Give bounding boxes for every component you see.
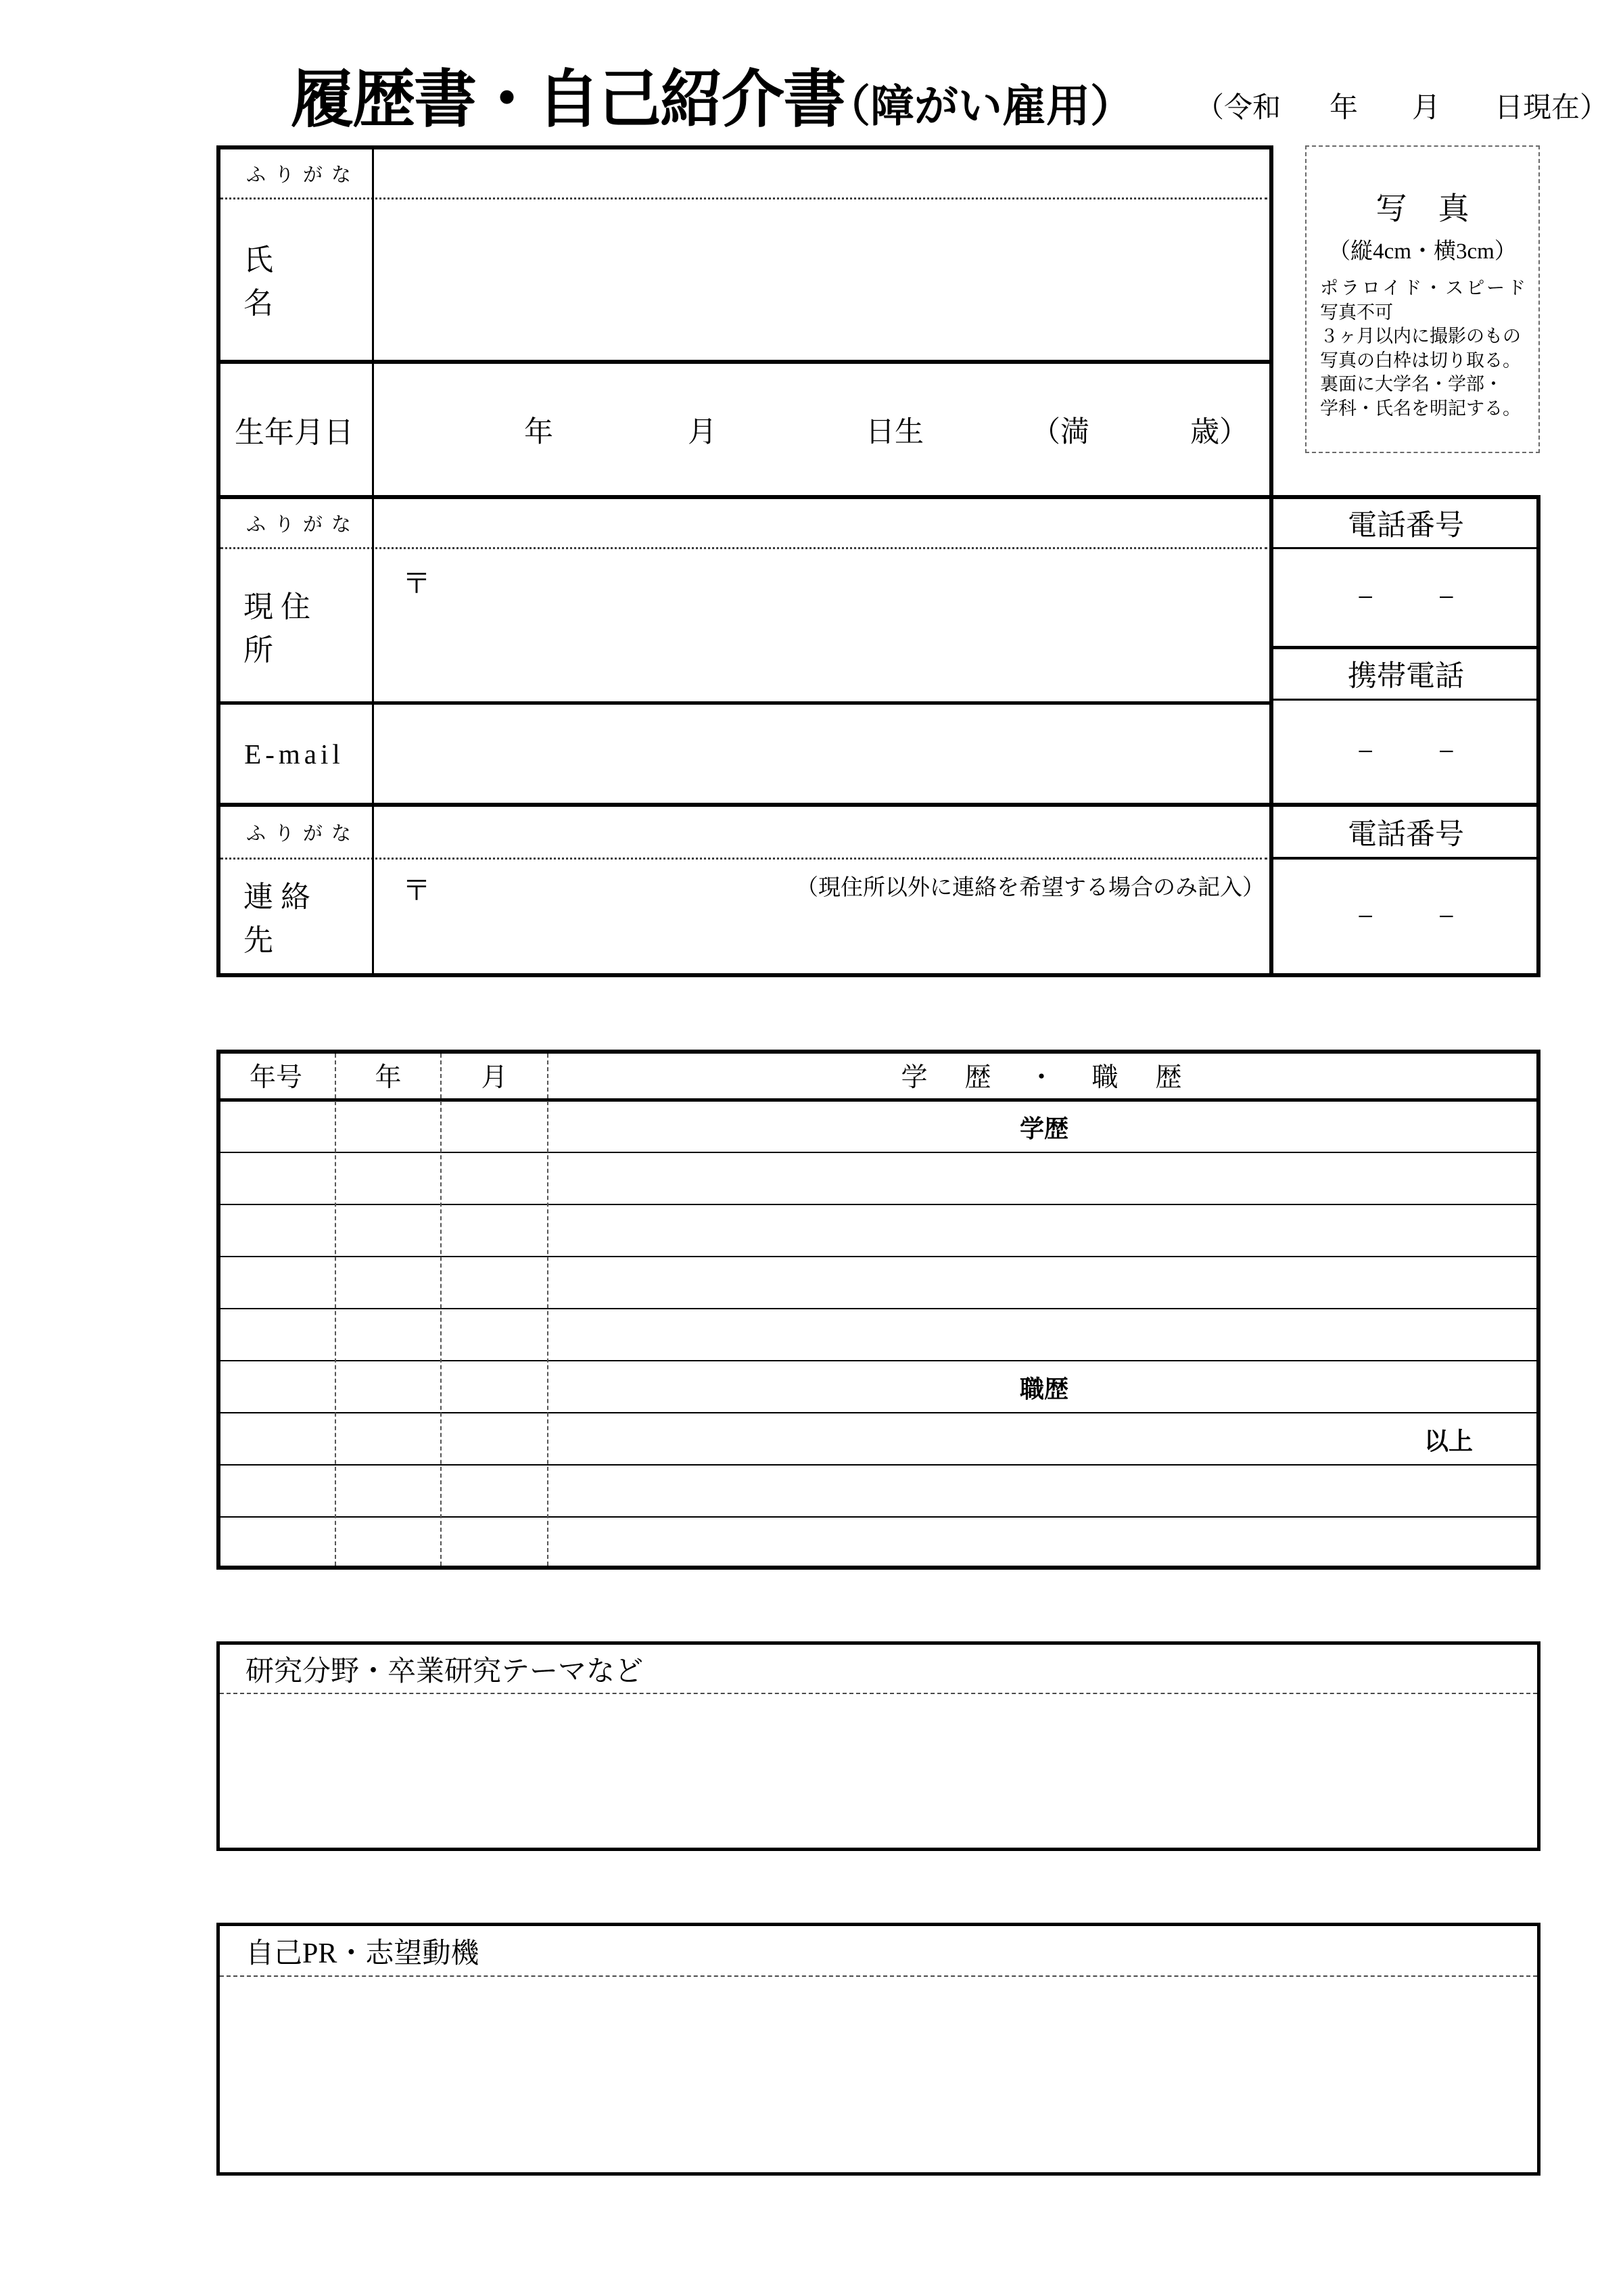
birth-age-open-label: （満	[1031, 416, 1089, 448]
photo-instruction-line: 学科・氏名を明記する。	[1320, 398, 1521, 419]
contact-note: （現住所以外に連絡を希望する場合のみ記入）	[796, 876, 1265, 900]
history-row[interactable]	[216, 1257, 1540, 1309]
birthdate-label: 生年月日	[235, 416, 354, 449]
row-divider	[216, 1204, 1540, 1205]
divider-dotted	[220, 197, 1267, 200]
research-field-input-area[interactable]	[220, 1694, 1537, 1848]
phone-dash: −	[1357, 901, 1373, 933]
row-divider	[216, 1412, 1540, 1413]
furigana-label-name: ふりがな	[245, 164, 360, 186]
address-label	[216, 549, 372, 701]
address-label-text: 現 住 所	[243, 590, 310, 667]
table-border	[216, 1050, 1540, 1054]
current-date-note	[1196, 85, 1608, 126]
mobile-phone-label: 携帯電話	[1348, 660, 1464, 693]
row-divider	[216, 1464, 1540, 1466]
phone-number-input-area[interactable]	[1271, 549, 1540, 646]
phone-dash: −	[1438, 736, 1455, 768]
row-divider	[216, 1308, 1540, 1309]
page-title: 履歴書・自己紹介書	[291, 66, 845, 135]
col-header-era: 年号	[249, 1063, 302, 1092]
table-border	[216, 1050, 220, 1570]
phone-number-label: 電話番号	[1348, 510, 1464, 542]
divider-thin	[372, 145, 374, 973]
table-border	[216, 145, 1271, 149]
phone-dash: −	[1357, 736, 1373, 768]
divider	[216, 803, 1540, 807]
self-pr-input-area[interactable]	[220, 1977, 1537, 2172]
history-row[interactable]	[216, 1205, 1540, 1257]
divider	[216, 701, 1271, 705]
name-label-text: 氏 名	[243, 243, 333, 320]
divider	[216, 360, 1271, 364]
self-pr-box	[216, 1923, 1540, 2176]
research-field-label: 研究分野・卒業研究テーマなど	[245, 1656, 644, 1687]
date-month-label: 月	[1412, 93, 1441, 124]
furigana-contact-input-area[interactable]	[372, 807, 1271, 858]
birth-age-close-label: 歳）	[1190, 416, 1248, 448]
divider-dotted	[220, 547, 1267, 549]
name-input-area[interactable]	[372, 197, 1271, 360]
email-label: E-mail	[244, 739, 344, 770]
history-row[interactable]	[216, 1518, 1540, 1570]
research-field-box	[216, 1641, 1540, 1851]
photo-instruction-line: 裏面に大学名・学部・	[1320, 374, 1503, 394]
date-year-label: 年	[1330, 93, 1359, 124]
column-divider-dashed	[440, 1054, 442, 1566]
divider	[216, 495, 1540, 499]
end-of-history-row[interactable]: 以上	[1424, 1427, 1473, 1455]
row-divider	[216, 1360, 1540, 1361]
contact-input-area[interactable]	[372, 858, 1271, 973]
contact-label-text: 連 絡 先	[243, 880, 310, 957]
birth-month-label: 月	[688, 416, 717, 448]
table-border	[216, 1566, 1540, 1570]
phone-dash: −	[1357, 582, 1373, 613]
birth-year-label: 年	[524, 416, 553, 448]
divider-thin	[1271, 547, 1540, 549]
birth-day-label: 日生	[866, 416, 924, 448]
photo-size-note: （縦4cm・横3cm）	[1328, 239, 1517, 264]
date-open: （令和	[1196, 93, 1281, 124]
contact-phone-number-label: 電話番号	[1348, 819, 1464, 851]
page-title-suffix: （障がい雇用）	[826, 83, 1135, 131]
postal-mark: 〒	[402, 569, 431, 600]
address-input-area[interactable]	[372, 549, 1271, 701]
birthdate-input-area[interactable]	[372, 364, 1271, 495]
header-divider	[216, 1098, 1540, 1102]
history-table	[216, 1050, 1540, 1570]
photo-title: 写 真	[1375, 191, 1469, 226]
phone-dash: −	[1438, 901, 1455, 933]
divider	[1269, 145, 1273, 977]
contact-phone-input-area[interactable]	[1271, 860, 1540, 973]
table-border	[1536, 495, 1540, 977]
date-day-label: 日現在）	[1495, 93, 1609, 124]
personal-info-table	[216, 145, 1540, 977]
col-header-year: 年	[375, 1063, 402, 1092]
history-row[interactable]	[216, 1309, 1540, 1361]
furigana-label-address: ふりがな	[245, 514, 360, 536]
row-divider	[216, 1152, 1540, 1153]
photo-instruction-line: ３ヶ月以内に撮影のもの	[1320, 326, 1521, 346]
table-border	[216, 973, 1540, 977]
divider-dotted	[220, 858, 1267, 860]
photo-instruction-line: 写真不可	[1320, 302, 1393, 323]
row-divider	[216, 1256, 1540, 1257]
education-section-row[interactable]: 学歴	[1019, 1115, 1068, 1142]
furigana-label-contact: ふりがな	[245, 823, 360, 845]
name-label	[216, 197, 372, 360]
col-header-month: 月	[481, 1063, 508, 1092]
mobile-phone-input-area[interactable]	[1271, 701, 1540, 803]
row-divider	[216, 1516, 1540, 1518]
contact-label	[216, 858, 372, 973]
table-border	[1536, 1050, 1540, 1570]
postal-mark: 〒	[402, 876, 431, 907]
table-border	[216, 145, 220, 977]
history-row[interactable]	[216, 1466, 1540, 1518]
furigana-name-input-area[interactable]	[372, 149, 1271, 197]
email-input-area[interactable]	[372, 705, 1271, 803]
history-row[interactable]	[216, 1153, 1540, 1205]
divider-thin	[1271, 699, 1540, 701]
work-section-row[interactable]: 職歴	[1019, 1375, 1068, 1403]
divider	[1271, 857, 1540, 860]
column-divider-dashed	[547, 1054, 548, 1566]
phone-dash: −	[1438, 582, 1455, 613]
photo-instruction-line: ポラロイド・スピード	[1320, 278, 1529, 298]
furigana-address-input-area[interactable]	[372, 499, 1271, 547]
col-header-education-work: 学 歴 ・ 職 歴	[901, 1063, 1187, 1092]
self-pr-label: 自己PR・志望動機	[245, 1938, 479, 1969]
column-divider-dashed	[335, 1054, 336, 1566]
divider	[1271, 646, 1540, 649]
photo-instruction-line: 写真の白枠は切り取る。	[1320, 350, 1521, 371]
